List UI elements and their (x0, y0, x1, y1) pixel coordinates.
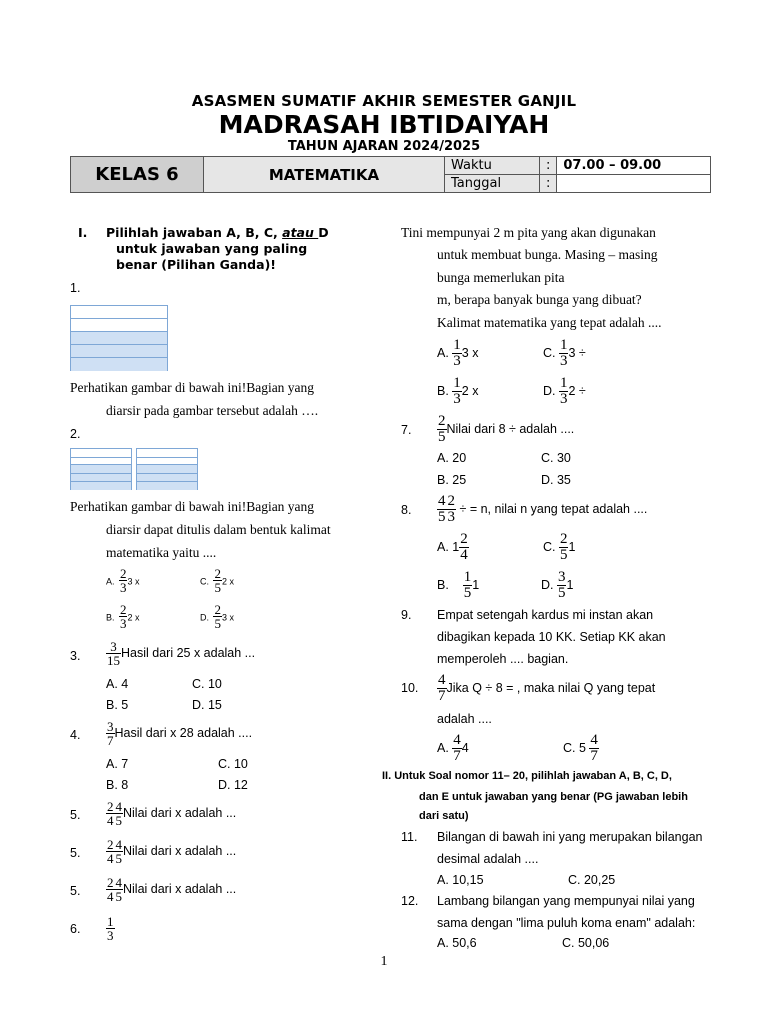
instruction-part: Pilihlah jawaban A, B, C, (106, 225, 283, 240)
q11-option-c: C. 20,25 (568, 873, 616, 887)
question-text: Hasil dari x 28 adalah .... (114, 725, 253, 740)
info-table (70, 156, 711, 193)
page-number: 1 (380, 954, 388, 969)
figure-row-line (71, 318, 167, 319)
q4-option-d: D. 12 (218, 778, 248, 792)
denominator: 3 (107, 928, 114, 943)
instruction-atau: atau (282, 225, 319, 240)
section2-line-3: dari satu) (419, 810, 469, 822)
subject-cell: MATEMATIKA (204, 157, 445, 193)
option-text: 2 x (461, 383, 479, 398)
numerator: 2 (460, 531, 468, 547)
fraction (437, 673, 447, 704)
q6-text-2: untuk membuat bunga. Masing – masing (437, 247, 658, 262)
q6-option-a (437, 338, 478, 369)
denominator: 5 (214, 616, 221, 631)
fraction (452, 376, 462, 407)
denominator: 7 (453, 748, 461, 764)
numerator: 2 (438, 413, 446, 429)
q11-text-2: desimal adalah .... (437, 852, 539, 866)
figure-row-line (71, 357, 167, 358)
fraction (213, 603, 222, 630)
option-letter: D. (543, 383, 556, 398)
option-text: 3 ÷ (568, 345, 586, 360)
question-text: Hasil dari 25 x adalah ... (121, 645, 256, 660)
option-letter: D. (541, 577, 554, 592)
q2-text-2: diarsir dapat ditulis dalam bentuk kalimat (106, 522, 331, 537)
option-letter: A. (106, 576, 115, 587)
denominator: 7 (590, 748, 598, 764)
option-text: 2 x (127, 612, 140, 623)
q1-number: 1. (70, 281, 81, 295)
section2-line-2: dan E untuk jawaban yang benar (PG jawaban lebih (419, 791, 688, 803)
section2-line-1: II. Untuk Soal nomor 11– 20, pilihlah jawaban A, B, C, D, (382, 770, 672, 782)
figure-row-line (71, 473, 131, 474)
numerator: 2 (559, 531, 568, 547)
q4-option-b: B. 8 (106, 778, 129, 792)
question-text: Nilai dari 8 ÷ adalah .... (446, 421, 575, 436)
numerator: 1 (107, 914, 114, 929)
q7-option-a: A. 20 (437, 451, 467, 465)
date-value (557, 175, 711, 193)
numerator: 2 (214, 566, 221, 581)
q6-text-5: Kalimat matematika yang tepat adalah .... (437, 315, 662, 330)
q6-number: 6. (70, 922, 81, 936)
numerator: 3 (557, 569, 566, 585)
instruction-part: D (318, 225, 329, 240)
q2-text-3: matematika yaitu .... (106, 545, 217, 560)
q5-stem (106, 800, 236, 827)
denominator: 3 (559, 353, 568, 369)
fraction (589, 733, 599, 764)
q4-stem (106, 720, 252, 747)
numerator: 1 (453, 337, 461, 353)
option-text: 2 ÷ (568, 383, 586, 398)
q10-option-c (563, 733, 599, 764)
q7-option-b: B. 25 (437, 473, 467, 487)
class-cell: KELAS 6 (71, 157, 204, 193)
date-label: Tanggal (445, 175, 540, 193)
denominator: 5 (115, 813, 122, 828)
q1-shaded-figure (70, 305, 168, 371)
q5b-number: 5. (70, 846, 81, 860)
denominator: 5 (557, 585, 566, 601)
fraction (106, 876, 115, 903)
question-text: ÷ = n, nilai n yang tepat adalah .... (459, 501, 648, 516)
numerator: 2 (119, 566, 127, 581)
option-text: 3 x (461, 345, 479, 360)
fraction (106, 838, 115, 865)
denominator: 7 (107, 733, 114, 748)
q7-number: 7. (401, 423, 412, 437)
q6-option-d (543, 376, 586, 407)
q6-text-3: bunga memerlukan pita (437, 270, 565, 285)
option-text: 2 x (221, 576, 234, 587)
numerator: 2 (447, 493, 455, 509)
q2-text-1: Perhatikan gambar di bawah ini!Bagian yang (70, 499, 315, 514)
q6-option-c (543, 338, 586, 369)
denominator: 4 (107, 889, 114, 904)
q2-option-d (200, 603, 234, 630)
denominator: 5 (438, 429, 446, 445)
q3-number: 3. (70, 649, 81, 663)
option-text: 4 (461, 740, 469, 755)
school-title: MADRASAH IBTIDAIYAH (218, 110, 550, 139)
figure-shaded-area (137, 464, 197, 490)
fraction (447, 494, 457, 525)
question-text: Jika Q ÷ 8 = , maka nilai Q yang tepat (446, 680, 656, 695)
q2-option-b (106, 603, 139, 630)
q9-text-3: memperoleh .... bagian. (437, 652, 569, 666)
instruction-part: benar (Pilihan Ganda)! (116, 257, 276, 272)
figure-shaded-area (71, 331, 167, 371)
q2-figure-left (70, 448, 132, 490)
q10-option-a (437, 733, 469, 764)
numerator: 1 (453, 375, 461, 391)
q1-text-1: Perhatikan gambar di bawah ini!Bagian yang (70, 380, 315, 395)
denominator: 5 (115, 889, 122, 904)
question-text: Nilai dari x adalah ... (123, 881, 237, 896)
q5b-stem (106, 838, 236, 865)
q8-number: 8. (401, 503, 412, 517)
fraction (452, 733, 462, 764)
denominator: 3 (119, 580, 127, 595)
option-text: 1 (568, 539, 576, 554)
q11-text-1: Bilangan di bawah ini yang merupakan bilangan (437, 830, 703, 844)
option-letter: A. (437, 345, 449, 360)
numerator: 4 (438, 493, 446, 509)
q12-option-c: C. 50,06 (562, 936, 610, 950)
q7-stem (437, 414, 574, 445)
denominator: 15 (107, 653, 120, 668)
denominator: 4 (460, 547, 468, 563)
numerator: 2 (107, 837, 114, 852)
school-year: TAHUN AJARAN 2024/2025 (287, 139, 481, 154)
q12-text-1: Lambang bilangan yang mempunyai nilai yang (437, 894, 695, 908)
q8-stem (437, 494, 647, 525)
option-letter: C. 5 (563, 740, 586, 755)
q2-number: 2. (70, 427, 81, 441)
instruction-part: untuk jawaban yang paling (116, 241, 308, 256)
option-letter: A. 1 (437, 539, 460, 554)
figure-shaded-area (71, 464, 131, 490)
q6-text-4: m, berapa banyak bunga yang dibuat? (437, 292, 642, 307)
q8-option-c (543, 532, 575, 563)
fraction (106, 800, 115, 827)
q8-option-b (437, 570, 479, 601)
q7-option-d: D. 35 (541, 473, 571, 487)
exam-title: ASASMEN SUMATIF AKHIR SEMESTER GANJIL (191, 92, 577, 110)
denominator: 5 (115, 851, 122, 866)
numerator: 3 (107, 719, 114, 734)
option-letter: A. (437, 740, 449, 755)
numerator: 1 (559, 375, 568, 391)
q9-text-2: dibagikan kepada 10 KK. Setiap KK akan (437, 630, 666, 644)
figure-row-line (137, 457, 197, 458)
q8-option-a (437, 532, 469, 563)
time-label: Waktu (445, 157, 540, 175)
numerator: 4 (453, 732, 461, 748)
fraction (437, 414, 447, 445)
denominator: 4 (107, 851, 114, 866)
q12-number: 12. (401, 894, 419, 908)
denominator: 5 (438, 509, 446, 525)
option-text: 1 (566, 577, 574, 592)
q4-option-c: C. 10 (218, 757, 248, 771)
fraction (437, 494, 447, 525)
date-colon: : (540, 175, 557, 193)
numerator: 2 (119, 602, 127, 617)
denominator: 3 (453, 353, 461, 369)
figure-row-line (137, 481, 197, 482)
q3-option-a: A. 4 (106, 677, 129, 691)
fraction (452, 338, 462, 369)
option-letter: B. (106, 612, 115, 623)
q3-stem (106, 640, 255, 667)
numerator: 4 (438, 672, 446, 688)
option-text: 1 (472, 577, 480, 592)
option-letter: C. (200, 576, 209, 587)
q2-option-a (106, 567, 139, 594)
option-text: 3 x (127, 576, 140, 587)
q4-number: 4. (70, 728, 81, 742)
figure-row-line (71, 344, 167, 345)
option-text: 3 x (221, 612, 234, 623)
numerator: 4 (590, 732, 598, 748)
denominator: 7 (438, 688, 446, 704)
q7-option-c: C. 30 (541, 451, 571, 465)
option-letter: C. (543, 345, 556, 360)
denominator: 4 (107, 813, 114, 828)
numerator: 2 (214, 602, 221, 617)
section1-instruction (106, 225, 376, 273)
fraction (106, 720, 115, 747)
denominator: 3 (453, 391, 461, 407)
q12-text-2: sama dengan "lima puluh koma enam" adalah: (437, 916, 696, 930)
q3-option-d: D. 15 (192, 698, 222, 712)
numerator: 4 (115, 799, 122, 814)
q11-number: 11. (401, 830, 418, 844)
numerator: 4 (115, 875, 122, 890)
q5c-stem (106, 876, 236, 903)
q1-text-2: diarsir pada gambar tersebut adalah …. (106, 403, 319, 418)
numerator: 3 (106, 640, 121, 654)
q10-text-2: adalah .... (437, 712, 492, 726)
fraction (115, 876, 124, 903)
fraction (115, 800, 124, 827)
fraction (463, 570, 473, 601)
q5c-number: 5. (70, 884, 81, 898)
figure-row-line (71, 457, 131, 458)
q2-option-c (200, 567, 234, 594)
fraction (213, 567, 222, 594)
question-text: Nilai dari x adalah ... (123, 805, 237, 820)
numerator: 1 (463, 569, 472, 585)
q6-text-1: Tini mempunyai 2 m pita yang akan digunakan (401, 225, 656, 240)
fraction (106, 915, 115, 942)
time-value: 07.00 – 09.00 (557, 157, 711, 175)
q6-fraction (106, 915, 115, 942)
q5-number: 5. (70, 808, 81, 822)
q4-option-a: A. 7 (106, 757, 129, 771)
time-colon: : (540, 157, 557, 175)
section1-number: I. (78, 225, 88, 240)
option-letter: B. (437, 577, 449, 592)
question-text: Nilai dari x adalah ... (123, 843, 237, 858)
numerator: 2 (107, 799, 114, 814)
q3-option-b: B. 5 (106, 698, 129, 712)
denominator: 5 (463, 585, 472, 601)
option-letter: B. (437, 383, 449, 398)
option-letter: C. (543, 539, 556, 554)
denominator: 5 (559, 547, 568, 563)
denominator: 3 (447, 509, 455, 525)
fraction (459, 532, 469, 563)
denominator: 5 (214, 580, 221, 595)
numerator: 1 (559, 337, 568, 353)
numerator: 4 (115, 837, 122, 852)
q9-text-1: Empat setengah kardus mi instan akan (437, 608, 654, 622)
fraction (106, 640, 121, 667)
q10-stem (437, 673, 655, 704)
figure-row-line (71, 481, 131, 482)
fraction (115, 838, 124, 865)
q11-option-a: A. 10,15 (437, 873, 484, 887)
q8-option-d (541, 570, 573, 601)
option-letter: D. (200, 612, 209, 623)
q9-number: 9. (401, 608, 412, 622)
denominator: 3 (119, 616, 127, 631)
figure-row-line (137, 473, 197, 474)
q12-option-a: A. 50,6 (437, 936, 477, 950)
numerator: 2 (107, 875, 114, 890)
q10-number: 10. (401, 681, 419, 695)
denominator: 3 (559, 391, 568, 407)
q3-option-c: C. 10 (192, 677, 222, 691)
q2-figure-right (136, 448, 198, 490)
q6-option-b (437, 376, 478, 407)
